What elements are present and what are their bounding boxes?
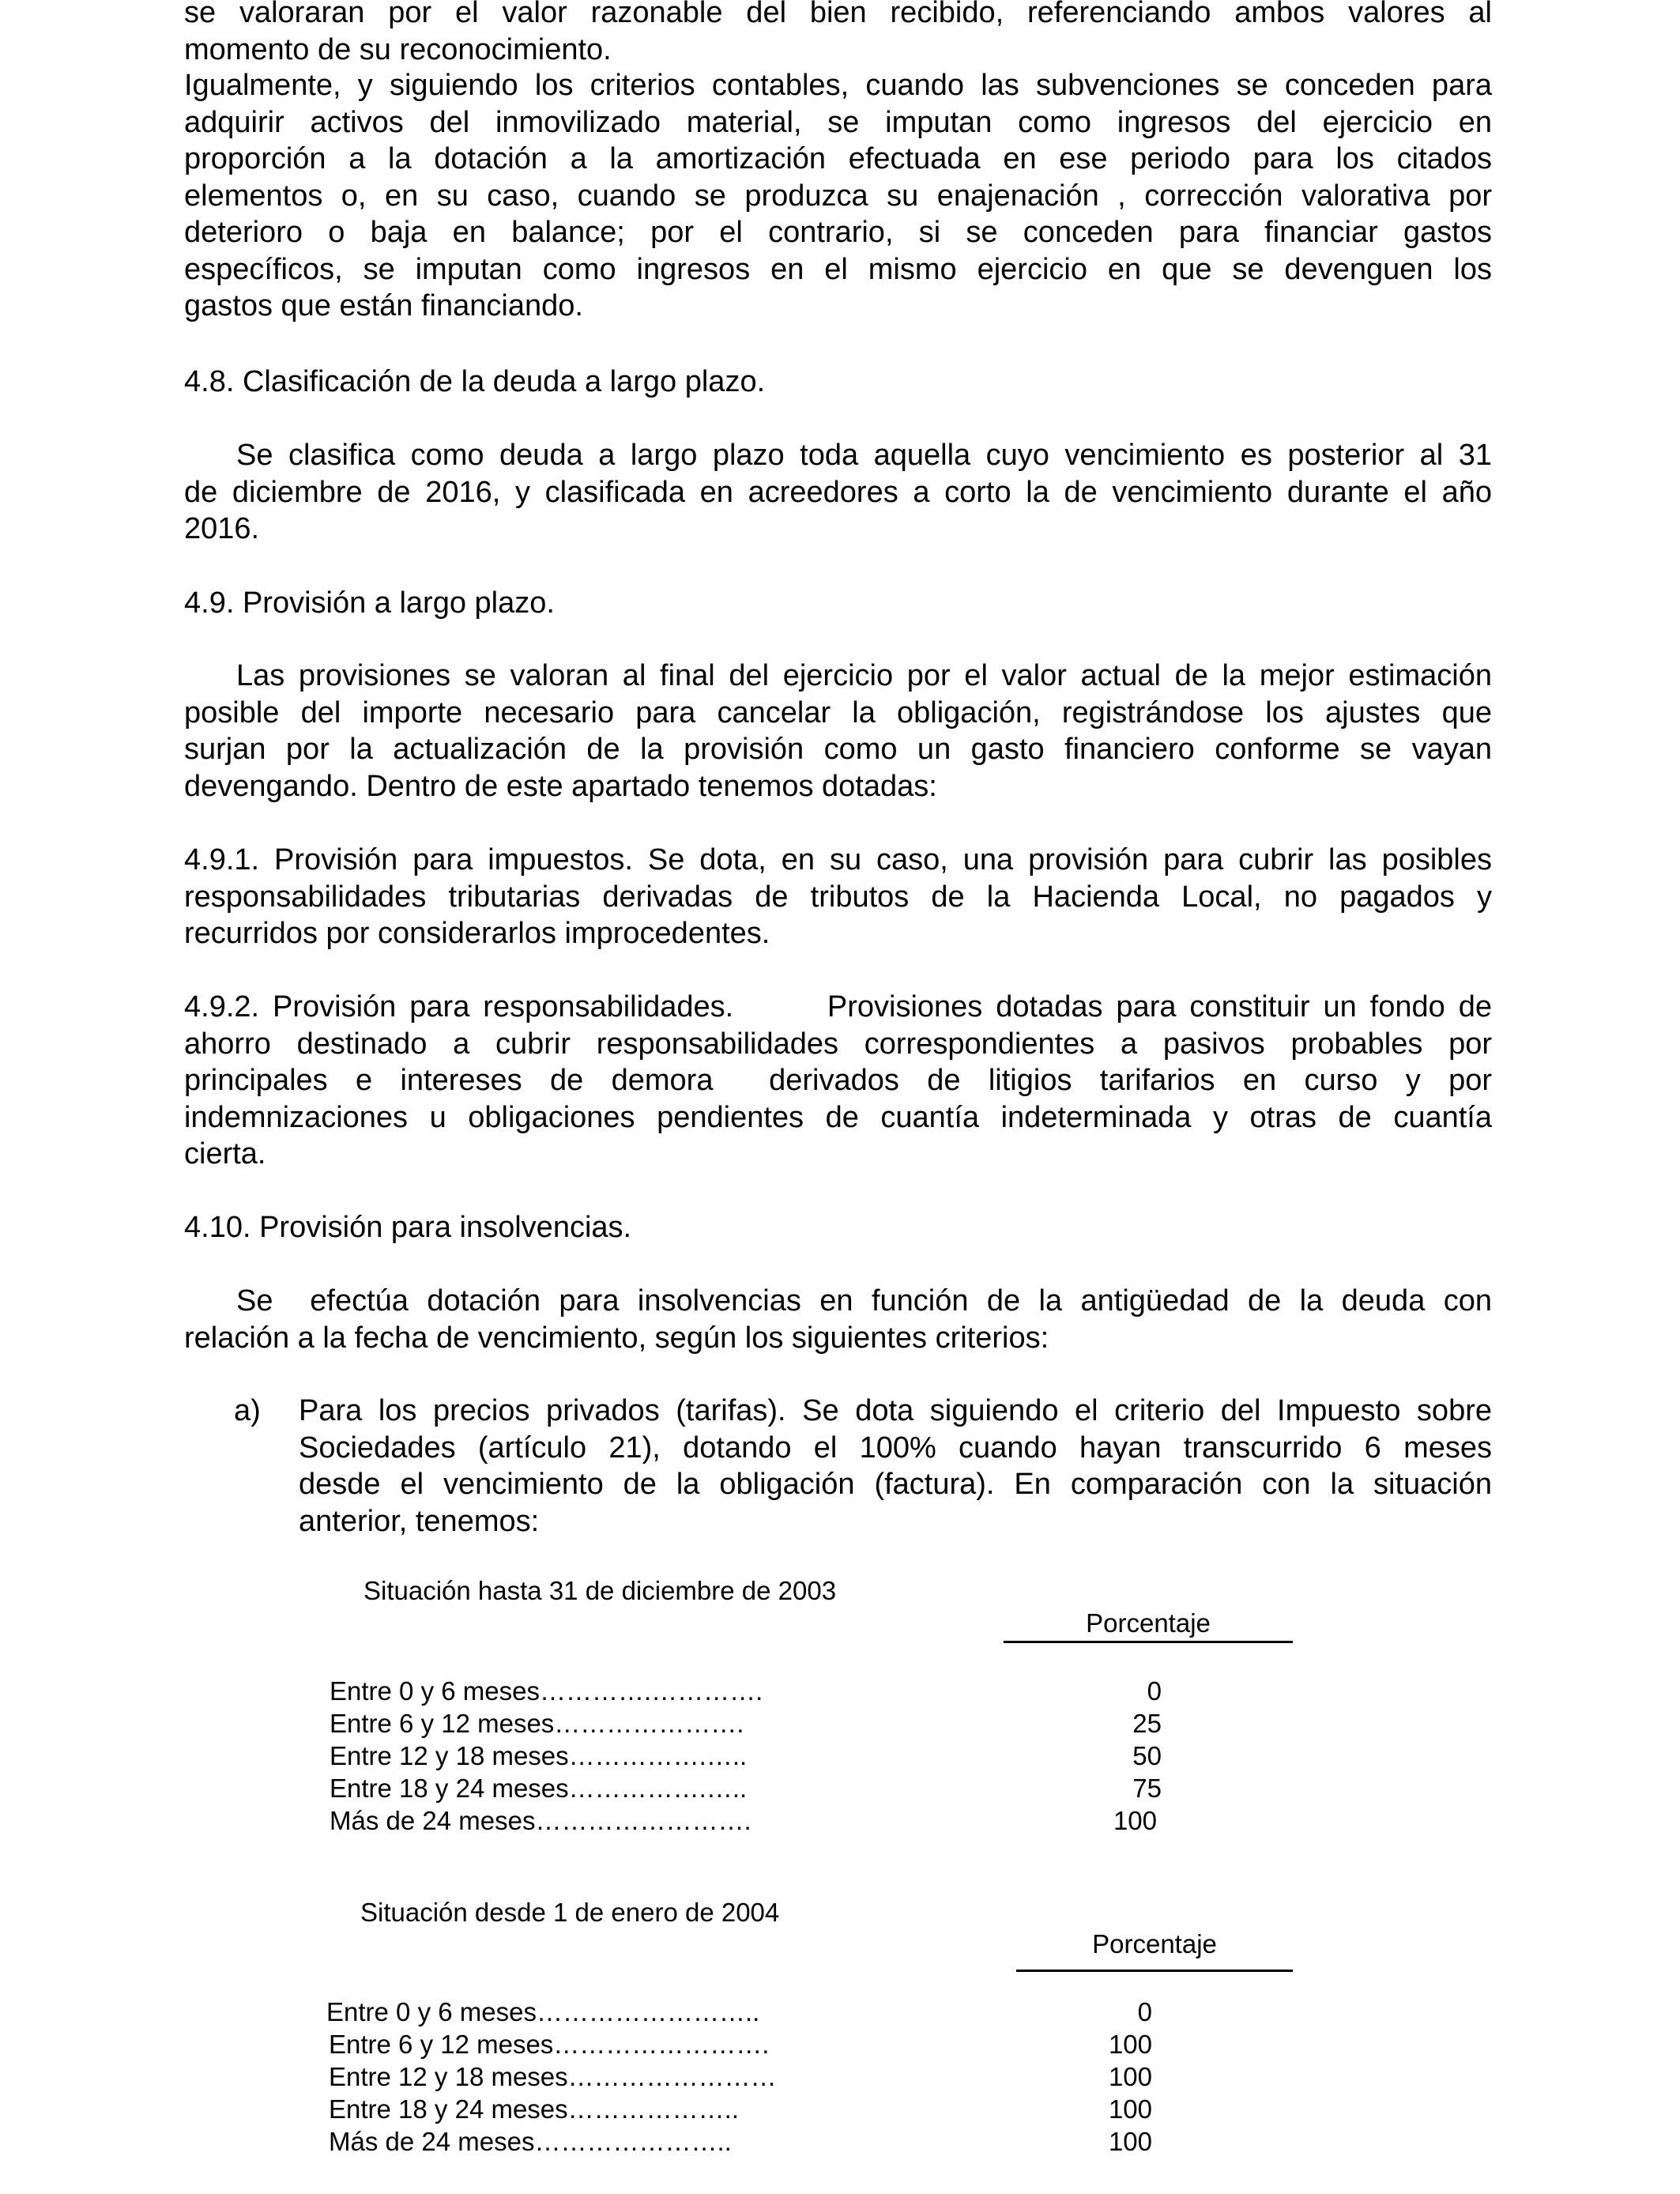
text-line: principales e intereses de demora derivados de litigios tarifarios en curso y por bbox=[184, 1064, 1492, 1097]
text-line: Igualmente, y siguiendo los criterios contables, cuando las subvenciones se conceden para bbox=[184, 69, 1492, 102]
table-row-label: Entre 18 y 24 meses……………….. bbox=[329, 2094, 739, 2124]
table-row-label: Entre 0 y 6 meses…………………….. bbox=[326, 1997, 760, 2026]
table-row-value: 25 bbox=[1132, 1709, 1162, 1738]
text-line: elementos o, en su caso, cuando se produzca su enajenación , corrección valorativa por bbox=[184, 179, 1492, 213]
text-line: específicos, se imputan como ingresos en el mismo ejercicio en que se devenguen los bbox=[184, 252, 1492, 286]
text-line: anterior, tenemos: bbox=[299, 1504, 540, 1538]
table-header-rule bbox=[1004, 1641, 1293, 1643]
paragraph-insolvencias bbox=[184, 1283, 1492, 1356]
text-line: momento de su reconocimiento. bbox=[184, 32, 612, 66]
table-row-label: Entre 6 y 12 meses……………………. bbox=[329, 2030, 770, 2059]
paragraph-provisiones bbox=[184, 658, 1492, 805]
text-line: 2016. bbox=[184, 512, 260, 545]
paragraph-continuation bbox=[184, 0, 1492, 68]
table-row-value: 0 bbox=[1147, 1676, 1162, 1706]
text-line: Sociedades (artículo 21), dotando el 100% cuando hayan transcurrido 6 meses bbox=[299, 1431, 1492, 1465]
text-line: cierta. bbox=[184, 1137, 266, 1171]
text-line: responsabilidades tributarias derivadas de tributos de la Hacienda Local, no pagados y bbox=[184, 880, 1492, 914]
text-line: Las provisiones se valoran al final del ejercicio por el valor actual de la mejor estimación bbox=[236, 659, 1492, 692]
text-line: 4.9.1. Provisión para impuestos. Se dota, en su caso, una provisión para cubrir las posibles bbox=[184, 843, 1492, 876]
text-line: indemnizaciones u obligaciones pendientes de cuantía indeterminada y otras de cuantía bbox=[184, 1100, 1492, 1134]
list-item-precios-privados bbox=[299, 1393, 1492, 1540]
table-row-label: Entre 0 y 6 meses………….…………. bbox=[330, 1676, 763, 1706]
text-line: adquirir activos del inmovilizado material, se imputan como ingresos del ejercicio en bbox=[184, 105, 1492, 139]
text-line: ahorro destinado a cubrir responsabilidades correspondientes a pasivos probables por bbox=[184, 1027, 1492, 1061]
section-heading-4-10: 4.10. Provisión para insolvencias. bbox=[184, 1211, 632, 1244]
table-row-value: 50 bbox=[1132, 1741, 1162, 1770]
section-heading-4-8: 4.8. Clasificación de la deuda a largo plazo. bbox=[184, 365, 766, 398]
text-line: recurridos por considerarlos improcedentes. bbox=[184, 917, 770, 950]
table-row-value: 100 bbox=[1108, 2030, 1152, 2059]
table-row-label: Entre 6 y 12 meses…………………. bbox=[330, 1709, 744, 1738]
table-row-value: 100 bbox=[1108, 2127, 1152, 2156]
text-line: posible del importe necesario para cancelar la obligación, registrándose los ajustes que bbox=[184, 696, 1492, 729]
text-line: Se clasifica como deuda a largo plazo toda aquella cuyo vencimiento es posterior al 31 bbox=[236, 439, 1492, 472]
table-title: Situación hasta 31 de diciembre de 2003 bbox=[363, 1576, 837, 1605]
table-header-rule bbox=[1016, 1970, 1293, 1972]
text-line: deterioro o baja en balance; por el contrario, si se conceden para financiar gastos bbox=[184, 216, 1492, 249]
text-line: proporción a la dotación a la amortización efectuada en ese periodo para los citados bbox=[184, 142, 1492, 175]
table-row-label: Entre 18 y 24 meses…………….….. bbox=[330, 1774, 748, 1803]
text-line: devengando. Dentro de este apartado tenemos dotadas: bbox=[184, 769, 937, 803]
paragraph-deuda-largo-plazo bbox=[184, 437, 1492, 548]
table-row-label: Más de 24 meses……………………. bbox=[330, 1806, 751, 1835]
list-marker: a) bbox=[234, 1394, 261, 1427]
paragraph-provision-impuestos bbox=[184, 842, 1492, 952]
text-line: se valoraran por el valor razonable del bien recibido, referenciando ambos valores al bbox=[184, 0, 1492, 29]
table-row-label: Entre 12 y 18 meses…………….….. bbox=[330, 1741, 748, 1770]
table-row-value: 0 bbox=[1137, 1997, 1152, 2026]
table-header-porcentaje: Porcentaje bbox=[1092, 1929, 1217, 1958]
text-line: de diciembre de 2016, y clasificada en acreedores a corto la de vencimiento durante el año bbox=[184, 475, 1492, 509]
text-line: Para los precios privados (tarifas). Se dota siguiendo el criterio del Impuesto sobre bbox=[299, 1394, 1492, 1427]
table-header-porcentaje: Porcentaje bbox=[1086, 1608, 1211, 1638]
text-line: 4.9.2. Provisión para responsabilidades. Provisiones dotadas para constituir un fondo de bbox=[184, 990, 1492, 1023]
text-line: desde el vencimiento de la obligación (factura). En comparación con la situación bbox=[299, 1468, 1492, 1501]
table-row-value: 75 bbox=[1132, 1774, 1162, 1803]
table-row-label: Entre 12 y 18 meses…………………… bbox=[329, 2062, 777, 2091]
section-heading-4-9: 4.9. Provisión a largo plazo. bbox=[184, 586, 555, 620]
table-row-value: 100 bbox=[1113, 1806, 1157, 1835]
paragraph-subvenciones bbox=[184, 67, 1492, 325]
paragraph-provision-responsabilidades bbox=[184, 989, 1492, 1173]
text-line: surjan por la actualización de la provisión como un gasto financiero conforme se vayan bbox=[184, 733, 1492, 766]
table-row-value: 100 bbox=[1108, 2094, 1152, 2124]
text-line: gastos que están financiando. bbox=[184, 289, 583, 322]
text-line: Se efectúa dotación para insolvencias en función de la antigüedad de la deuda con bbox=[236, 1284, 1492, 1318]
table-title: Situación desde 1 de enero de 2004 bbox=[360, 1898, 780, 1927]
text-line: relación a la fecha de vencimiento, según los siguientes criterios: bbox=[184, 1321, 1049, 1355]
table-row-label: Más de 24 meses………………….. bbox=[329, 2127, 732, 2156]
table-row-value: 100 bbox=[1108, 2062, 1152, 2091]
